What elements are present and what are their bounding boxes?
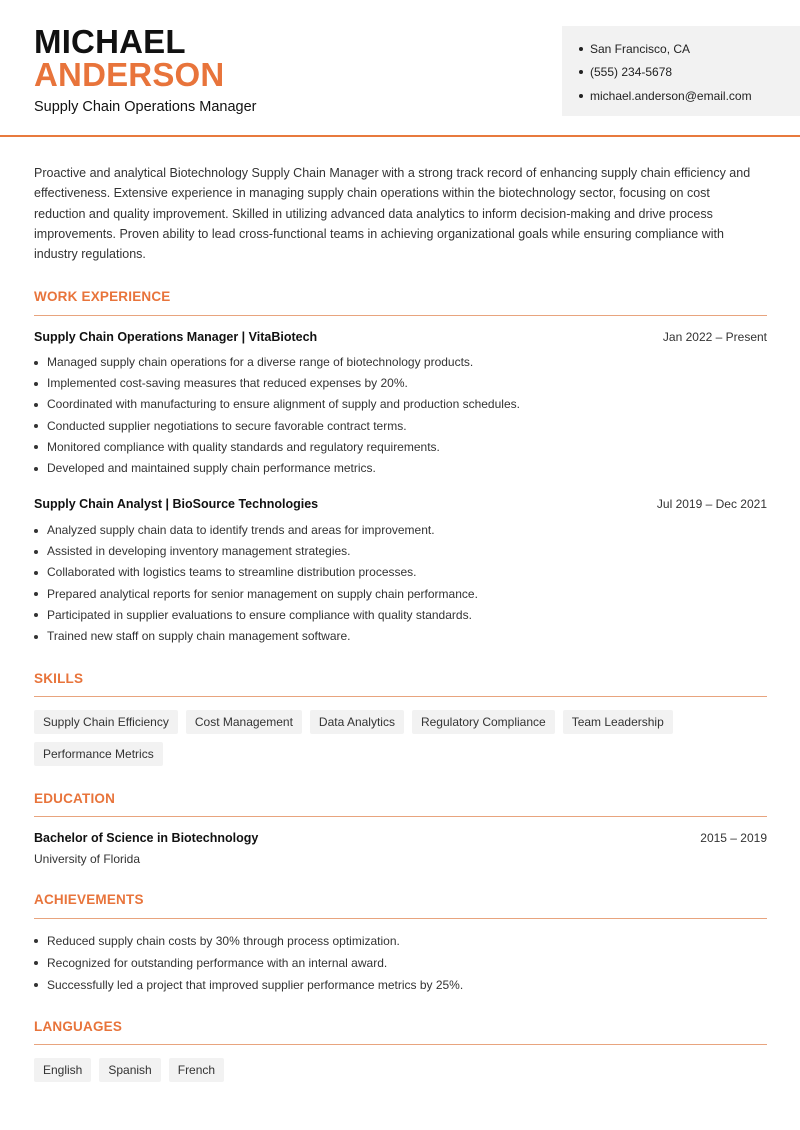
list-item-text: Reduced supply chain costs by 30% through process optimization. (47, 933, 400, 948)
job-header (34, 330, 767, 344)
list-item (34, 437, 767, 458)
section-divider (34, 1044, 767, 1045)
job-dates: Jul 2019 – Dec 2021 (656, 497, 767, 511)
list-item-text: Assisted in developing inventory management strategies. (47, 544, 351, 559)
job-dates: Jan 2022 – Present (662, 330, 767, 344)
list-item (34, 930, 767, 952)
list-item-text: Participated in supplier evaluations to ensure compliance with quality standards. (47, 607, 472, 622)
list-item (34, 541, 767, 562)
list-item (34, 952, 767, 974)
job-title: Supply Chain Operations Manager (34, 99, 257, 115)
list-item (34, 626, 767, 647)
section-title-work: WORK EXPERIENCE (34, 289, 171, 304)
job-role: Supply Chain Analyst | BioSource Technologies (34, 497, 319, 511)
skill-chip: Cost Management (186, 710, 302, 734)
section-title-skills: SKILLS (34, 671, 84, 686)
bullet-icon (34, 467, 38, 471)
list-item (34, 416, 767, 437)
list-item (34, 394, 767, 415)
list-item-text: Successfully led a project that improved supplier performance metrics by 25%. (47, 977, 464, 992)
bullet-icon (34, 424, 38, 428)
bullet-icon (34, 529, 38, 533)
job-role: Supply Chain Operations Manager | VitaBiotech (34, 330, 318, 344)
school-name: University of Florida (34, 852, 141, 866)
list-item-text: Conducted supplier negotiations to secure favorable contract terms. (47, 418, 407, 433)
list-item (34, 584, 767, 605)
contact-email (579, 84, 800, 108)
section-title-education: EDUCATION (34, 791, 116, 806)
list-item-text: Coordinated with manufacturing to ensure alignment of supply and production schedules. (47, 397, 520, 412)
bullet-icon (34, 571, 38, 575)
resume-header (0, 0, 800, 137)
bullet-icon (34, 550, 38, 554)
education-dates: 2015 – 2019 (700, 831, 767, 845)
list-item-text: Recognized for outstanding performance with an internal award. (47, 955, 388, 970)
list-item (34, 458, 767, 479)
section-divider (34, 816, 767, 817)
list-item-text: Trained new staff on supply chain management software. (47, 629, 351, 644)
language-chip: English (34, 1058, 91, 1082)
section-title-languages: LANGUAGES (34, 1019, 123, 1034)
list-item-text: Prepared analytical reports for senior management on supply chain performance. (47, 586, 478, 601)
skill-chip: Regulatory Compliance (412, 710, 555, 734)
bullet-icon (34, 939, 38, 943)
job-header (34, 497, 767, 511)
list-item-text: Collaborated with logistics teams to streamline distribution processes. (47, 565, 417, 580)
skills-list (34, 710, 767, 766)
last-name: ANDERSON (34, 56, 225, 93)
achievements-list (34, 930, 767, 996)
contact-box (562, 26, 800, 116)
job-bullets (34, 520, 767, 647)
bullet-icon (34, 961, 38, 965)
language-chip: French (169, 1058, 224, 1082)
education-header (34, 831, 767, 845)
contact-email-text: michael.anderson@email.com (590, 88, 752, 103)
list-item-text: Analyzed supply chain data to identify trends and areas for improvement. (47, 523, 435, 538)
list-item (34, 373, 767, 394)
language-chip: Spanish (99, 1058, 160, 1082)
list-item (34, 605, 767, 626)
list-item-text: Implemented cost-saving measures that reduced expenses by 20%. (47, 376, 408, 391)
contact-phone (579, 61, 800, 85)
skill-chip: Supply Chain Efficiency (34, 710, 178, 734)
list-item (34, 520, 767, 541)
contact-location (579, 37, 800, 61)
list-item-text: Monitored compliance with quality standards and regulatory requirements. (47, 439, 440, 454)
bullet-icon (579, 70, 583, 74)
skill-chip: Data Analytics (310, 710, 404, 734)
bullet-icon (34, 445, 38, 449)
contact-location-text: San Francisco, CA (590, 41, 691, 56)
bullet-icon (579, 94, 583, 98)
bullet-icon (34, 592, 38, 596)
list-item-text: Developed and maintained supply chain performance metrics. (47, 461, 376, 476)
list-item (34, 974, 767, 996)
bullet-icon (34, 382, 38, 386)
job-bullets (34, 352, 767, 479)
list-item (34, 352, 767, 373)
list-item (34, 562, 767, 583)
bullet-icon (34, 613, 38, 617)
bullet-icon (34, 635, 38, 639)
bullet-icon (34, 361, 38, 365)
skill-chip: Team Leadership (563, 710, 673, 734)
skill-chip: Performance Metrics (34, 742, 163, 766)
bullet-icon (579, 47, 583, 51)
section-divider (34, 918, 767, 919)
bullet-icon (34, 983, 38, 987)
summary-paragraph: Proactive and analytical Biotechnology Supply Chain Manager with a strong track record of enhancing supply chain efficiency and effectiveness. Extensive experience in managing supply chain operations within the biotechnology sector, focusing on cost reduction and quality improvement. Skilled in utilizing advanced data analytics to inform decision-making and drive process improvements. Proven ability to lead cross-functional teams in achieving organizational goals while ensuring compliance with industry regulations. (34, 166, 751, 262)
first-name: MICHAEL (34, 23, 186, 60)
languages-list (34, 1058, 767, 1082)
list-item-text: Managed supply chain operations for a diverse range of biotechnology products. (47, 355, 474, 370)
degree: Bachelor of Science in Biotechnology (34, 831, 259, 845)
contact-phone-text: (555) 234-5678 (590, 65, 673, 80)
section-divider (34, 315, 767, 316)
section-divider (34, 696, 767, 697)
section-title-achievements: ACHIEVEMENTS (34, 892, 144, 907)
bullet-icon (34, 403, 38, 407)
